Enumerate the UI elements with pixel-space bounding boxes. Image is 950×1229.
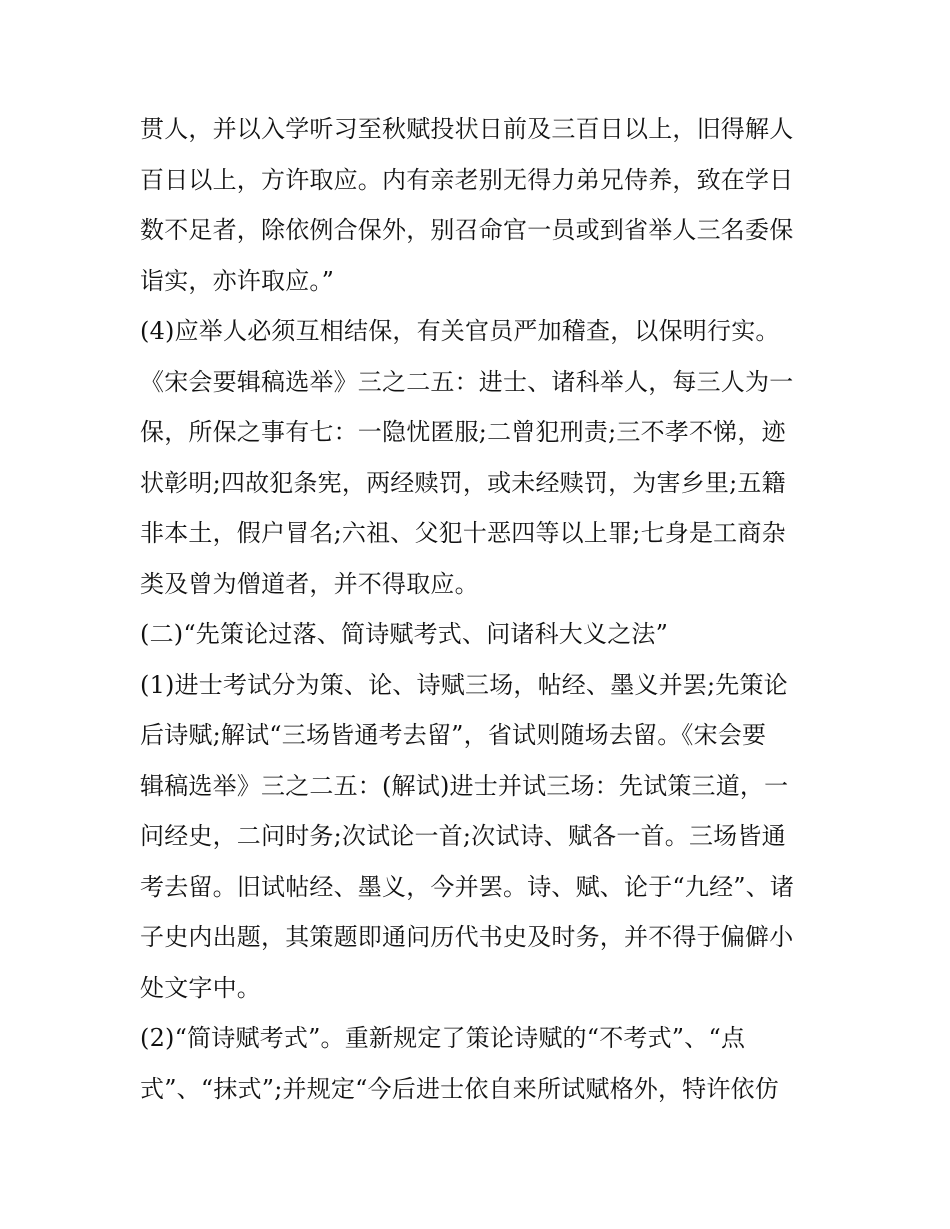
text-line: 考去留。旧试帖经、墨义，今并罢。诗、赋、论于“九经”、诸 xyxy=(140,872,795,901)
text-line: (4)应举人必须互相结保，有关官员严加稽查，以保明行实。 xyxy=(140,317,780,345)
text-line: 保，所保之事有七：一隐忧匿服;二曾犯刑责;三不孝不悌，迹 xyxy=(140,418,786,446)
text-line: 类及曾为僧道者，并不得取应。 xyxy=(140,569,479,598)
text-line: 《宋会要辑稿选举》三之二五：进士、诸科举人，每三人为一 xyxy=(140,367,794,396)
text-line: 式”、“抹式”;并规定“今后进士依自来所试赋格外，特许依仿 xyxy=(140,1074,779,1103)
text-line: (二)“先策论过落、简诗赋考式、问诸科大义之法” xyxy=(140,620,669,648)
text-line: (2)“简诗赋考式”。重新规定了策论诗赋的“不考式”、“点 xyxy=(140,1024,746,1052)
text-line: 诣实，亦许取应。” xyxy=(140,266,335,295)
text-line: 辑稿选举》三之二五：(解试)进士并试三场：先试策三道，一 xyxy=(140,771,789,800)
text-line: 百日以上，方许取应。内有亲老别无得力弟兄侍养，致在学日 xyxy=(140,165,794,194)
text-line: 子史内出题，其策题即通问历代书史及时务，并不得于偏僻小 xyxy=(140,923,794,951)
body-text xyxy=(140,104,840,1114)
text-line: 数不足者，除依例合保外，别召命官一员或到省举人三名委保 xyxy=(140,216,794,244)
text-line: 问经史，二问时务;次试论一首;次试诗、赋各一首。三场皆通 xyxy=(140,822,786,850)
text-line: 状彰明;四故犯条宪，两经赎罚，或未经赎罚，为害乡里;五籍 xyxy=(140,468,786,497)
text-line: 处文字中。 xyxy=(140,973,261,1002)
text-line: 后诗赋;解试“三场皆通考去留”，省试则随场去留。《宋会要 xyxy=(140,721,767,749)
text-line: (1)进士考试分为策、论、诗赋三场，帖经、墨义并罢;先策论 xyxy=(140,670,788,699)
text-line: 非本土，假户冒名;六祖、父犯十恶四等以上罪;七身是工商杂 xyxy=(140,519,786,547)
text-line: 贯人，并以入学听习至秋赋投状日前及三百日以上，旧得解人 xyxy=(140,115,794,143)
